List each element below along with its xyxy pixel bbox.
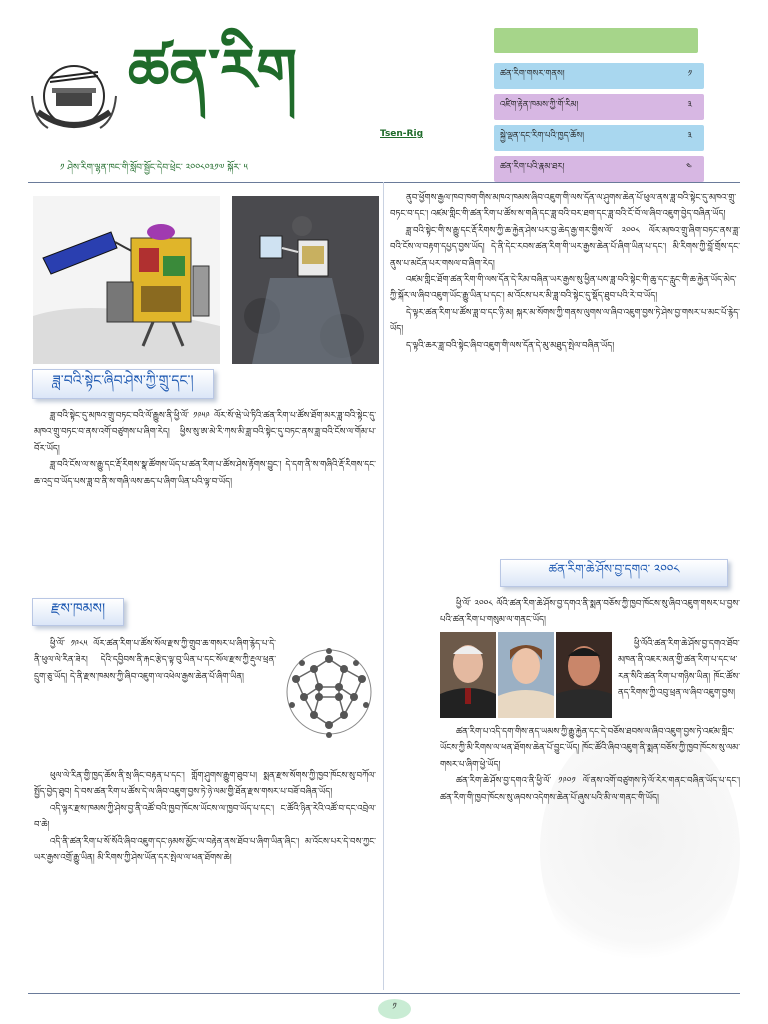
paragraph: ཕྱི་ལོ་ ༡༩༨༥ ལོར་ཚན་རིག་པ་ཚོས་སོལ་རྫས་ཀྱི་གྲུབ་ཆ་གསར་པ་ཞིག་རྙེད་པ་དེ་ནི་ཕུལ་ལེ་རིན་ཟེར། དེའི་དབྱིབས་ནི་རྐང་རྩེད་ལྟ་བུ་ཡིན་པ་དང་སོལ་རྫས་ཀྱི་རྡུལ་ཕྲན་དྲུག་ཅུ་ཡོད། དེ་ནི་རྫས་ཁམས་ཀྱི་ཞིབ་འཇུག་ལ་འཕེལ་རྒྱས་ཆེན་པོ་ཞིག་ཡིན། bbox=[34, 639, 276, 682]
paragraph: འཛམ་གླིང་ཐོག་ཚན་རིག་གི་ལས་དོན་དེ་རིམ་བཞིན་ཡར་རྒྱས་སུ་ཕྱིན་པས་ཟླ་བའི་སྟེང་གི་ཆུ་དང་རླུང་གི་ཆ་རྐྱེན་ཡོད་མེད་ཀྱི་སྐོར་ལ་ཞིབ་འཇུག་ཡོང་རྒྱུ་ཡིན་པ་དང་། མ་འོངས་པར་མི་ཟླ་བའི་སྟེང་དུ་སྡོད་ཐུབ་པའི་རེ་བ་ཡོད། bbox=[390, 275, 737, 302]
toc-item[interactable] bbox=[494, 63, 704, 89]
paragraph: ཟླ་བའི་ངོས་ལ་ས་རྒྱུ་དང་རྡོ་རིགས་སྣ་ཚོགས་ཡོད་པ་ཚན་རིག་པ་ཚོས་ཤེས་རྟོགས་བྱུང་། དེ་དག་ནི་ས་གཞིའི་རྡོ་རིགས་དང་ཆ་འདྲ་བ་ཡོད་པས་ཟླ་བ་ནི་ས་གཞི་ལས་ཆད་པ་ཞིག་ཡིན་པའི་ལྟ་བ་ཡོད། bbox=[34, 460, 376, 487]
article-nobel-body bbox=[440, 724, 740, 986]
article-nobel-intro bbox=[440, 596, 740, 630]
toc-item-label: ཚན་རིག་གསར་གནས། bbox=[500, 68, 565, 79]
toc-header-bar bbox=[494, 28, 698, 53]
article-space-continued bbox=[390, 190, 740, 548]
article-chemistry-intro bbox=[34, 636, 276, 764]
laureate-portraits bbox=[440, 632, 615, 718]
toc-item-page: ༤ bbox=[686, 161, 692, 172]
masthead-latin-title[interactable]: Tsen-Rig bbox=[380, 129, 424, 139]
toc-item-page: ༡ bbox=[687, 68, 692, 79]
footer-rule bbox=[28, 993, 740, 994]
toc-item-label: ཚན་རིག་པའི་རྣམ་ཐར། bbox=[500, 161, 565, 172]
section-heading-space: ཟླ་བའི་སྟེང་ཞིབ་ཤེས་ཀྱི་གྲུ་དང་། bbox=[32, 369, 214, 399]
article-chemistry-body bbox=[34, 768, 376, 986]
toc-item-page: ༣ bbox=[687, 130, 692, 141]
lunar-probe-illustration bbox=[33, 196, 220, 364]
paragraph: ཚན་རིག་ཆེ་ཤོས་བྱ་དགའ་ནི་ཕྱི་ལོ་ ༡༩༠༡ ལོ་ནས་འགོ་བཙུགས་ཏེ་ལོ་རེར་གནང་བཞིན་ཡོད་པ་དང་། ཚན་རིག་གི་ཁྱབ་ཁོངས་སུ་ཞབས་འདེགས་ཆེན་པོ་ཞུས་པའི་མི་ལ་གནང་གི་ཡོད། bbox=[440, 776, 740, 803]
paragraph: དེ་ལྟར་ཚན་རིག་པ་ཚོས་ཟླ་བ་དང་ཉི་མ། སྐར་མ་སོགས་ཀྱི་གནས་ལུགས་ལ་ཞིབ་འཇུག་བྱས་ཏེ་ཤེས་བྱ་གསར་པ་མང་པོ་རྙེད་ཡོད། bbox=[390, 307, 740, 335]
laureate-photo bbox=[556, 632, 612, 718]
issue-line: ༡ ཤེས་རིག་ལྷན་ཁང་གི་སློབ་སྦྱོང་དེབ་ཕྲེང་ ༢༠༠༨༠༣༡༧ སྐོར་ ༥ bbox=[60, 163, 248, 173]
paragraph: ཕྱི་ལོའི་ཚན་རིག་ཆེ་ཤོས་བྱ་དགའ་ཐོབ་མཁན་ནི་འཇར་མན་གྱི་ཚན་རིག་པ་དང་ཕ་རན་སིའི་ཚན་རིག་པ་གཉིས་ཡིན། ཁོང་ཚོས་ནད་རིགས་ཀྱི་འབུ་ཕྲན་ལ་ཞིབ་འཇུག་བྱས། bbox=[618, 639, 740, 699]
fullerene-molecule-illustration bbox=[282, 645, 377, 740]
toc-item[interactable] bbox=[494, 156, 704, 182]
paragraph: འདི་ནི་ཚན་རིག་པ་སོ་སོའི་ཞིབ་འཇུག་དང་ཉམས་མྱོང་ལ་བརྟེན་ནས་ཐོབ་པ་ཞིག་ཡིན་ཞིང་། མ་འོངས་པར་དེ་བས་ཀྱང་ཡར་རྒྱས་འགྲོ་རྒྱུ་ཡིན། མི་རིགས་ཀྱི་ཤེས་ཡོན་དར་སྤེལ་ལ་ཕན་ཐོགས་ཆེ། bbox=[34, 836, 376, 864]
paragraph: ཕུལ་ལེ་རིན་གྱི་ཁྱད་ཆོས་ནི་སྲ་ཞིང་བརྟན་པ་དང་། གློག་ཤུགས་རྒྱུག་ཐུབ་པ། སྨན་རྫས་སོགས་ཀྱི་ཁྱབ་ཁོངས་སུ་བཀོལ་སྤྱོད་བྱེད་ཐུབ། དེ་བས་ཚན་རིག་པ་ཚོས་དེ་ལ་ཞིབ་འཇུག་བྱས་ཏེ་ཉེ་ལམ་གྱི་ཐོན་རྫས་གསར་པ་བཟོ་བཞིན་ཡོད། bbox=[34, 771, 376, 798]
page-number: ༡ bbox=[378, 999, 411, 1019]
article-space-body bbox=[34, 408, 376, 584]
paragraph: ཟླ་བའི་སྟེང་གི་ས་རྒྱུ་དང་རྡོ་རིགས་ཀྱི་ཆ་རྐྱེན་ཤེས་པར་བྱ་ཆེད་རྒྱ་གར་གྱིས་ལོ་ ༢༠༠༨ ལོར་མཁའ་གྲུ་ཞིག་བཏང་ནས་ཟླ་བའི་ངོས་ལ་བརྟག་དཔྱད་བྱས་ཡོད། དེ་ནི་དེང་རབས་ཚན་རིག་གི་ཡར་རྒྱས་ཆེན་པོ་ཞིག་ཡིན་པ་དང་། མི་རིགས་ཀྱི་བློ་གྲོས་དང་ནུས་པ་མངོན་པར་གསལ་བ་ཞིག་རེད། bbox=[390, 225, 740, 269]
laureate-photo bbox=[440, 632, 496, 718]
toc-item[interactable] bbox=[494, 94, 704, 120]
toc-item-label: འཛིག་རྟེན་ཁམས་ཀྱི་གོ་རིམ། bbox=[500, 99, 579, 110]
toc-item-label: སྐྱེ་ལྡན་དང་རིག་པའི་ཁྱད་ཆོས། bbox=[500, 130, 584, 141]
paragraph: འདི་ལྟར་རྫས་ཁམས་ཀྱི་ཤེས་བྱ་ནི་འཚོ་བའི་ཁྱབ་ཁོངས་ཡོངས་ལ་ཁྱབ་ཡོད་པ་དང་། ང་ཚོའི་ཉིན་རེའི་འཚོ་བ་དང་འབྲེལ་བ་ཆེ། bbox=[34, 803, 376, 831]
article-nobel-side bbox=[618, 636, 740, 718]
lunar-lander-photo bbox=[232, 196, 379, 364]
header-rule bbox=[28, 182, 740, 183]
laureate-photo bbox=[498, 632, 554, 718]
paragraph: ཕྱི་ལོ་ ༢༠༠༨ ལོའི་ཚན་རིག་ཆེ་ཤོས་བྱ་དགའ་ནི་སྨན་བཅོས་ཀྱི་ཁྱབ་ཁོངས་སུ་ཞིབ་འཇུག་གསར་པ་བྱས་པའི་ཚན་རིག་པ་གསུམ་ལ་གནང་ཡོད། bbox=[440, 599, 740, 626]
toc-item[interactable] bbox=[494, 125, 704, 151]
section-heading-chemistry: རྫས་ཁམས། bbox=[32, 598, 124, 626]
paragraph: ཟླ་བའི་སྟེང་དུ་མཁའ་གྲུ་བཏང་བའི་ལོ་རྒྱུས་ནི་ཕྱི་ལོ་ ༡༩༥༩ ལོར་སོ་ཝེ་ཡེ་ཏིའི་ཚན་རིག་པ་ཚོས་ཐོག་མར་ཟླ་བའི་སྟེང་དུ་མཁའ་གྲུ་བཏང་བ་ནས་འགོ་བཙུགས་པ་ཞིག་རེད། ཕྱིས་སུ་ཨ་མེ་རི་ཀས་མི་ཟླ་བའི་སྟེང་དུ་བཏང་ནས་ཟླ་བའི་ངོས་ལ་གོམ་པ་བོར་ཡོད། bbox=[34, 411, 376, 454]
publisher-logo bbox=[28, 56, 124, 140]
paragraph: ཚན་རིག་པ་འདི་དག་གིས་ནད་ཡམས་ཀྱི་རྒྱུ་རྐྱེན་དང་དེ་བཅོས་ཐབས་ལ་ཞིབ་འཇུག་བྱས་ཏེ་འཛམ་གླིང་ཡོངས་ཀྱི་མི་རིགས་ལ་ཕན་ཐོགས་ཆེན་པོ་བྱུང་ཡོད། ཁོང་ཚོའི་ཞིབ་འཇུག་ནི་སྨན་བཅོས་ཀྱི་ཁྱབ་ཁོངས་སུ་ལམ་གསར་པ་ཞིག་ཕྱེ་ཡོད། bbox=[440, 727, 740, 770]
masthead-title: ཚན་རིག bbox=[128, 36, 298, 104]
column-divider bbox=[383, 182, 384, 990]
paragraph: ནུབ་ཕྱོགས་རྒྱལ་ཁབ་ཁག་གིས་མཁའ་ཁམས་ཞིབ་འཇུག་གི་ལས་དོན་ལ་ཤུགས་ཆེན་པོ་ཕུལ་ནས་ཟླ་བའི་སྟེང་དུ་མཁའ་གྲུ་བཏང་བ་དང་། འཛམ་གླིང་གི་ཚན་རིག་པ་ཚོས་ས་གཞི་དང་ཟླ་བའི་བར་ཐག་དང་ཟླ་བའི་ངོ་བོ་ལ་ཞིབ་འཇུག་བྱེད་བཞིན་ཡོད། bbox=[390, 193, 737, 220]
paragraph: ད་ལྟའི་ཆར་ཟླ་བའི་སྟེང་ཞིབ་འཇུག་གི་ལས་དོན་དེ་མུ་མཐུད་སྤེལ་བཞིན་ཡོད། bbox=[406, 340, 615, 351]
toc-item-page: ༣ bbox=[687, 99, 692, 110]
section-heading-nobel: ཚན་རིག་ཆེ་ཤོས་བྱ་དགའ་ ༢༠༠༨ bbox=[500, 559, 728, 587]
